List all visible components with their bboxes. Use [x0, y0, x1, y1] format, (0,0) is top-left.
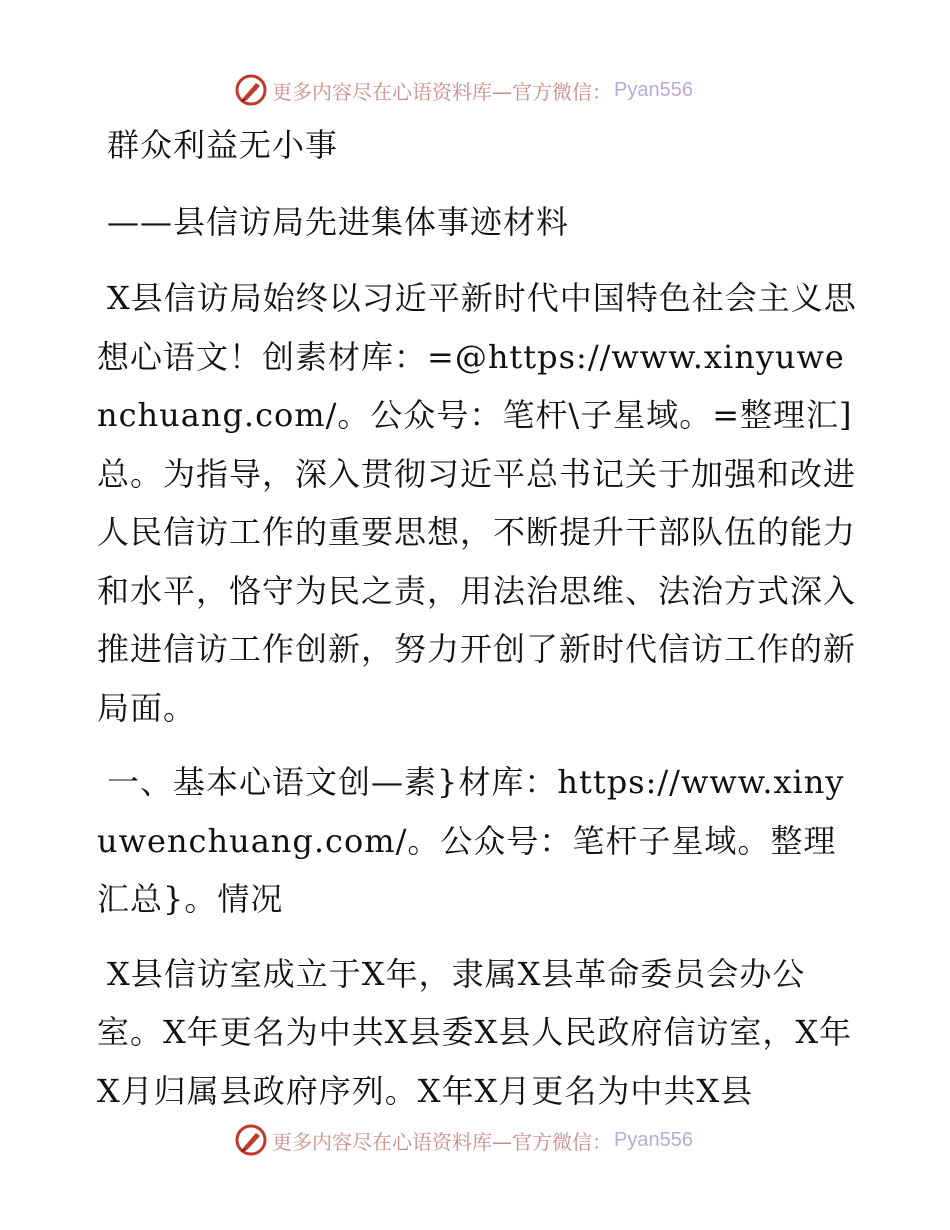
pen-logo-icon [234, 73, 268, 107]
pen-logo-icon [234, 1123, 268, 1157]
banner-account: Pyan556 [614, 1128, 693, 1151]
section-heading-basic: 一、基本心语文创—素}材库：https://www.xinyuwenchuang.com/。公众号：笔杆子星域。整理汇总}。情况 [97, 763, 845, 918]
banner-text: 更多内容尽在心语资料库—官方微信： [272, 79, 612, 104]
paragraph-history: X县信访室成立于X年，隶属X县革命委员会办公室。X年更名为中共X县委X县人民政府信访室，X年X月归属县政府序列。X年X月更名为中共X县 [97, 954, 853, 1110]
document-subtitle: ——县信访局先进集体事迹材料 [107, 202, 570, 241]
paragraph-intro: X县信访局始终以习近平新时代中国特色社会主义思想心语文！创素材库：=@https://www.xinyuwenchuang.com/。公众号：笔杆\子星域。=整理汇]总。为指导，深入贯彻习近平总书记关于加强和改进人民信访工作的重要思想，不断提升干部队伍的能力和水平，恪守为民之责，用法治思维、法治方式深入推进信访工作创新，努力开创了新时代信访工作的新局面。 [97, 279, 857, 727]
watermark-banner-bottom [234, 1122, 693, 1158]
watermark-banner-top [234, 72, 693, 108]
document-body [97, 116, 857, 1136]
banner-text: 更多内容尽在心语资料库—官方微信： [272, 1129, 612, 1154]
banner-account: Pyan556 [614, 78, 693, 101]
document-title: 群众利益无小事 [107, 126, 339, 164]
